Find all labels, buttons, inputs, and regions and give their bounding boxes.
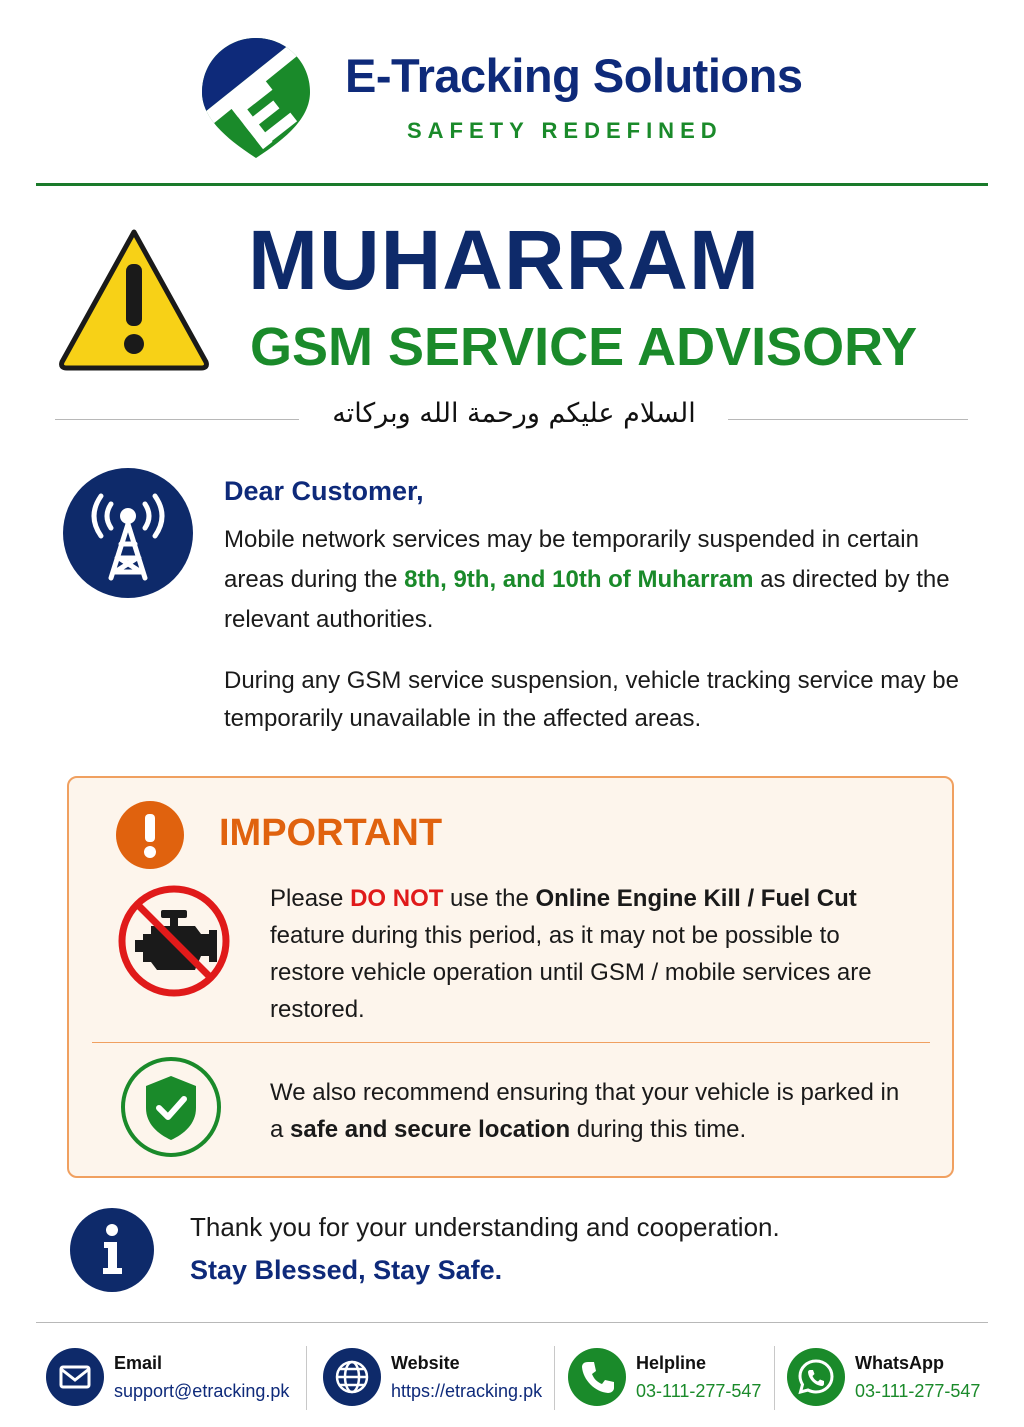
important-divider: [92, 1042, 930, 1043]
footer-whatsapp[interactable]: [787, 1346, 987, 1410]
footer-website[interactable]: [323, 1346, 548, 1410]
footer-separator: [554, 1346, 555, 1410]
helpline-label: Helpline: [636, 1353, 707, 1373]
header-divider: [36, 183, 988, 186]
website-value[interactable]: https://etracking.pk: [391, 1381, 543, 1401]
warning-icon: [56, 226, 212, 372]
footer-helpline[interactable]: [568, 1346, 768, 1410]
islamic-greeting: السلام عليكم ورحمة الله وبركاته: [332, 398, 696, 429]
footer-separator: [306, 1346, 307, 1410]
footer-email[interactable]: [46, 1346, 296, 1410]
footer-separator: [774, 1346, 775, 1410]
whatsapp-icon: [787, 1348, 845, 1406]
blessing-message: Stay Blessed, Stay Safe.: [190, 1255, 503, 1285]
salutation: Dear Customer,: [224, 476, 424, 506]
alert-icon: [115, 800, 185, 870]
thanks-message: Thank you for your understanding and cooperation.: [190, 1212, 780, 1242]
email-icon: [46, 1348, 104, 1406]
engine-kill-warning: Please DO NOT use the Online Engine Kill / Fuel Cut feature during this period, as it may not be possible to restore vehicle operation until GSM / mobile services are restored.: [270, 885, 872, 1023]
safe-parking-advice: We also recommend ensuring that your vehicle is parked in a safe and secure location during this time.: [270, 1079, 900, 1143]
logo-icon: [200, 36, 312, 160]
info-icon: [70, 1208, 154, 1292]
important-title: IMPORTANT: [219, 812, 443, 854]
notice-paragraph-1: Mobile network services may be temporarily suspended in certain areas during the 8th, 9th, and 10th of Muharram as directed by the relevant authorities.: [224, 526, 950, 633]
globe-icon: [323, 1348, 381, 1406]
phone-icon: [568, 1348, 626, 1406]
header: [0, 30, 1024, 170]
email-value[interactable]: support@etracking.pk: [114, 1381, 290, 1401]
whatsapp-label: WhatsApp: [855, 1353, 944, 1373]
website-label: Website: [391, 1353, 460, 1373]
helpline-value[interactable]: 03-111-277-547: [636, 1381, 762, 1401]
page-title: MUHARRAM: [248, 213, 760, 307]
brand-tagline: SAFETY REDEFINED: [407, 118, 723, 143]
whatsapp-value[interactable]: 03-111-277-547: [855, 1381, 981, 1401]
notice-paragraph-2: During any GSM service suspension, vehicle tracking service may be temporarily unavailable in the affected areas.: [224, 667, 959, 732]
page-subtitle: GSM SERVICE ADVISORY: [250, 317, 918, 377]
brand-name: E-Tracking Solutions: [345, 49, 803, 102]
greeting-divider-right: [728, 419, 968, 420]
email-label: Email: [114, 1353, 163, 1373]
no-engine-icon: [117, 884, 231, 998]
shield-check-icon: [120, 1056, 222, 1158]
footer-divider: [36, 1322, 988, 1323]
greeting-divider-left: [55, 419, 299, 420]
cell-tower-icon: [63, 468, 193, 598]
